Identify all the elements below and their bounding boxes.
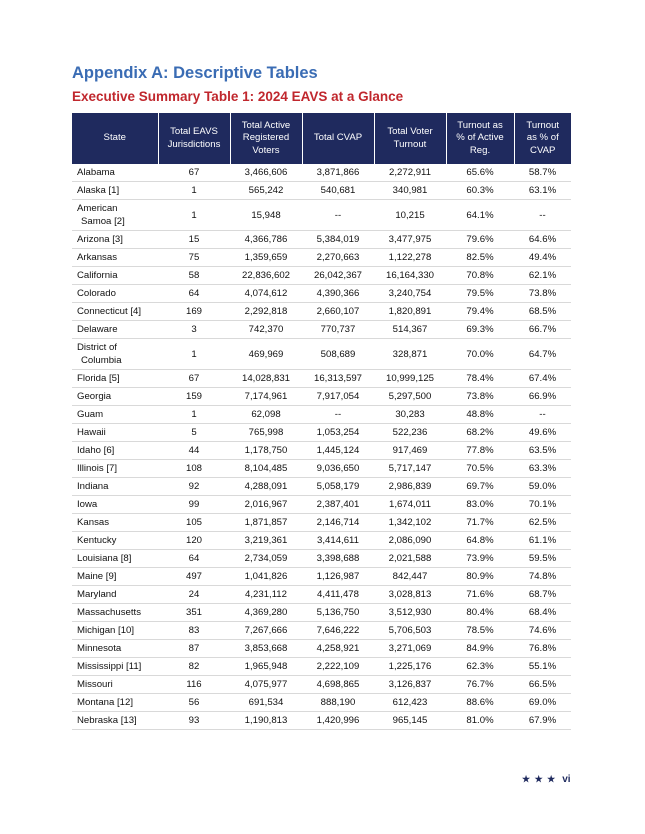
cell-active: 14,028,831 [230, 370, 302, 388]
cell-active: 4,231,112 [230, 586, 302, 604]
cell-jur: 56 [158, 694, 230, 712]
cell-state: Kentucky [72, 532, 158, 550]
cell-jur: 24 [158, 586, 230, 604]
table-row [72, 442, 571, 460]
cell-cvap: 2,270,663 [302, 249, 374, 267]
cell-state: Minnesota [72, 640, 158, 658]
cell-pct-active: 68.2% [446, 424, 514, 442]
cell-state: Florida [5] [72, 370, 158, 388]
cell-cvap: 16,313,597 [302, 370, 374, 388]
state-name-line2: Columbia [81, 355, 122, 366]
cell-turnout: 2,021,588 [374, 550, 446, 568]
cell-jur: 82 [158, 658, 230, 676]
cell-state: Delaware [72, 321, 158, 339]
eavs-summary-table [72, 113, 571, 730]
header-turnout: Total Voter Turnout [374, 113, 446, 164]
cell-turnout: 2,272,911 [374, 164, 446, 182]
cell-jur: 83 [158, 622, 230, 640]
cell-pct-cvap: 68.4% [514, 604, 571, 622]
table-row [72, 267, 571, 285]
cell-pct-cvap: 49.4% [514, 249, 571, 267]
cell-pct-cvap: 76.8% [514, 640, 571, 658]
table-row [72, 164, 571, 182]
cell-turnout: 917,469 [374, 442, 446, 460]
cell-turnout: 3,512,930 [374, 604, 446, 622]
cell-turnout: 3,126,837 [374, 676, 446, 694]
cell-pct-cvap: 66.9% [514, 388, 571, 406]
table-row [72, 321, 571, 339]
cell-active: 1,871,857 [230, 514, 302, 532]
cell-cvap: -- [302, 200, 374, 231]
cell-pct-active: 79.4% [446, 303, 514, 321]
cell-pct-cvap: 55.1% [514, 658, 571, 676]
appendix-title: Appendix A: Descriptive Tables [72, 64, 318, 82]
cell-active: 4,075,977 [230, 676, 302, 694]
cell-cvap: 2,146,714 [302, 514, 374, 532]
cell-pct-cvap: 68.7% [514, 586, 571, 604]
cell-pct-cvap: 67.9% [514, 712, 571, 730]
cell-turnout: 16,164,330 [374, 267, 446, 285]
cell-turnout: 5,706,503 [374, 622, 446, 640]
table-row [72, 406, 571, 424]
cell-pct-cvap: 63.3% [514, 460, 571, 478]
table-row [72, 514, 571, 532]
cell-active: 22,836,602 [230, 267, 302, 285]
cell-active: 3,466,606 [230, 164, 302, 182]
cell-state: Alabama [72, 164, 158, 182]
cell-turnout: 10,215 [374, 200, 446, 231]
cell-active: 565,242 [230, 182, 302, 200]
table-row [72, 231, 571, 249]
cell-turnout: 1,225,176 [374, 658, 446, 676]
table-row [72, 712, 571, 730]
cell-cvap: 5,136,750 [302, 604, 374, 622]
cell-cvap: 508,689 [302, 339, 374, 370]
table-row [72, 424, 571, 442]
table-row [72, 339, 571, 370]
cell-cvap: 3,398,688 [302, 550, 374, 568]
cell-jur: 44 [158, 442, 230, 460]
cell-jur: 87 [158, 640, 230, 658]
cell-turnout: 10,999,125 [374, 370, 446, 388]
cell-pct-cvap: 67.4% [514, 370, 571, 388]
cell-turnout: 612,423 [374, 694, 446, 712]
cell-cvap: 888,190 [302, 694, 374, 712]
cell-state: Arkansas [72, 249, 158, 267]
cell-state: Guam [72, 406, 158, 424]
cell-pct-active: 88.6% [446, 694, 514, 712]
cell-pct-cvap: -- [514, 200, 571, 231]
cell-cvap: 7,917,054 [302, 388, 374, 406]
table-row [72, 285, 571, 303]
table-row [72, 388, 571, 406]
cell-cvap: 3,871,866 [302, 164, 374, 182]
cell-cvap: 2,660,107 [302, 303, 374, 321]
cell-pct-active: 71.6% [446, 586, 514, 604]
cell-active: 1,190,813 [230, 712, 302, 730]
cell-pct-active: 84.9% [446, 640, 514, 658]
cell-cvap: 3,414,611 [302, 532, 374, 550]
table-row [72, 460, 571, 478]
cell-pct-cvap: 62.1% [514, 267, 571, 285]
cell-pct-cvap: 66.7% [514, 321, 571, 339]
cell-pct-active: 60.3% [446, 182, 514, 200]
cell-jur: 108 [158, 460, 230, 478]
table-row [72, 622, 571, 640]
table-row [72, 496, 571, 514]
table-row [72, 694, 571, 712]
cell-active: 2,734,059 [230, 550, 302, 568]
table-row [72, 303, 571, 321]
cell-state: Connecticut [4] [72, 303, 158, 321]
cell-pct-active: 64.1% [446, 200, 514, 231]
cell-cvap: 1,126,987 [302, 568, 374, 586]
cell-cvap: 7,646,222 [302, 622, 374, 640]
table-row [72, 550, 571, 568]
cell-state: Georgia [72, 388, 158, 406]
cell-turnout: 1,820,891 [374, 303, 446, 321]
cell-state: Colorado [72, 285, 158, 303]
cell-active: 1,041,826 [230, 568, 302, 586]
cell-cvap: 1,420,996 [302, 712, 374, 730]
cell-state: Maine [9] [72, 568, 158, 586]
cell-jur: 64 [158, 285, 230, 303]
cell-active: 469,969 [230, 339, 302, 370]
page-footer [522, 774, 571, 785]
cell-active: 742,370 [230, 321, 302, 339]
cell-jur: 67 [158, 164, 230, 182]
cell-jur: 15 [158, 231, 230, 249]
cell-jur: 1 [158, 182, 230, 200]
cell-pct-active: 82.5% [446, 249, 514, 267]
state-name-line1: American [77, 203, 118, 214]
table-row [72, 676, 571, 694]
page-number: vi [562, 774, 571, 785]
cell-active: 4,366,786 [230, 231, 302, 249]
cell-pct-active: 79.6% [446, 231, 514, 249]
cell-pct-cvap: 63.1% [514, 182, 571, 200]
table-title: Executive Summary Table 1: 2024 EAVS at a Glance [72, 89, 404, 104]
cell-turnout: 2,986,839 [374, 478, 446, 496]
header-pct-cvap: Turnout as % of CVAP [514, 113, 571, 164]
cell-active: 1,178,750 [230, 442, 302, 460]
cell-turnout: 5,717,147 [374, 460, 446, 478]
cell-pct-active: 76.7% [446, 676, 514, 694]
cell-jur: 116 [158, 676, 230, 694]
cell-pct-active: 71.7% [446, 514, 514, 532]
header-cvap: Total CVAP [302, 113, 374, 164]
cell-pct-cvap: 62.5% [514, 514, 571, 532]
cell-pct-cvap: 63.5% [514, 442, 571, 460]
cell-state: Kansas [72, 514, 158, 532]
cell-state: Hawaii [72, 424, 158, 442]
cell-turnout: 30,283 [374, 406, 446, 424]
cell-pct-cvap: -- [514, 406, 571, 424]
cell-turnout: 3,028,813 [374, 586, 446, 604]
table-row [72, 182, 571, 200]
cell-pct-active: 83.0% [446, 496, 514, 514]
table-row [72, 568, 571, 586]
table-row [72, 532, 571, 550]
cell-pct-active: 77.8% [446, 442, 514, 460]
cell-cvap: 540,681 [302, 182, 374, 200]
cell-jur: 58 [158, 267, 230, 285]
cell-cvap: -- [302, 406, 374, 424]
cell-active: 2,292,818 [230, 303, 302, 321]
cell-cvap: 26,042,367 [302, 267, 374, 285]
cell-state: Idaho [6] [72, 442, 158, 460]
cell-state [72, 200, 158, 231]
cell-pct-active: 69.3% [446, 321, 514, 339]
cell-cvap: 5,384,019 [302, 231, 374, 249]
table-header-row [72, 113, 571, 164]
cell-jur: 93 [158, 712, 230, 730]
header-jurisdictions: Total EAVS Jurisdictions [158, 113, 230, 164]
cell-pct-active: 62.3% [446, 658, 514, 676]
cell-active: 691,534 [230, 694, 302, 712]
cell-pct-active: 73.8% [446, 388, 514, 406]
table-row [72, 658, 571, 676]
cell-turnout: 3,477,975 [374, 231, 446, 249]
cell-state: Louisiana [8] [72, 550, 158, 568]
state-name-line2: Samoa [2] [81, 216, 125, 227]
cell-jur: 92 [158, 478, 230, 496]
cell-jur: 159 [158, 388, 230, 406]
cell-active: 3,853,668 [230, 640, 302, 658]
cell-pct-active: 80.4% [446, 604, 514, 622]
cell-state: Montana [12] [72, 694, 158, 712]
cell-pct-cvap: 68.5% [514, 303, 571, 321]
cell-cvap: 4,698,865 [302, 676, 374, 694]
cell-pct-cvap: 73.8% [514, 285, 571, 303]
cell-jur: 67 [158, 370, 230, 388]
cell-pct-active: 70.8% [446, 267, 514, 285]
cell-turnout: 340,981 [374, 182, 446, 200]
cell-cvap: 770,737 [302, 321, 374, 339]
cell-state: Indiana [72, 478, 158, 496]
cell-active: 15,948 [230, 200, 302, 231]
cell-pct-cvap: 58.7% [514, 164, 571, 182]
cell-jur: 99 [158, 496, 230, 514]
cell-state: Michigan [10] [72, 622, 158, 640]
cell-cvap: 2,222,109 [302, 658, 374, 676]
cell-state: Nebraska [13] [72, 712, 158, 730]
table-row [72, 478, 571, 496]
cell-pct-cvap: 59.0% [514, 478, 571, 496]
cell-active: 7,174,961 [230, 388, 302, 406]
cell-state: Arizona [3] [72, 231, 158, 249]
cell-pct-cvap: 49.6% [514, 424, 571, 442]
stars-icon: ★ ★ ★ [522, 774, 557, 784]
cell-state: Mississippi [11] [72, 658, 158, 676]
table-row [72, 370, 571, 388]
cell-jur: 169 [158, 303, 230, 321]
cell-active: 7,267,666 [230, 622, 302, 640]
table-body [72, 164, 571, 730]
cell-state: Missouri [72, 676, 158, 694]
header-active-registered: Total Active Registered Voters [230, 113, 302, 164]
cell-state: Iowa [72, 496, 158, 514]
table-row [72, 249, 571, 267]
cell-pct-cvap: 59.5% [514, 550, 571, 568]
cell-jur: 351 [158, 604, 230, 622]
cell-pct-active: 78.4% [446, 370, 514, 388]
cell-pct-active: 70.0% [446, 339, 514, 370]
cell-turnout: 2,086,090 [374, 532, 446, 550]
cell-pct-active: 70.5% [446, 460, 514, 478]
cell-cvap: 5,058,179 [302, 478, 374, 496]
table-row [72, 586, 571, 604]
cell-active: 4,288,091 [230, 478, 302, 496]
cell-turnout: 3,240,754 [374, 285, 446, 303]
cell-active: 1,359,659 [230, 249, 302, 267]
cell-pct-cvap: 64.7% [514, 339, 571, 370]
cell-state: Alaska [1] [72, 182, 158, 200]
cell-pct-active: 65.6% [446, 164, 514, 182]
cell-turnout: 965,145 [374, 712, 446, 730]
header-state: State [72, 113, 158, 164]
cell-cvap: 4,390,366 [302, 285, 374, 303]
cell-cvap: 2,387,401 [302, 496, 374, 514]
cell-pct-active: 80.9% [446, 568, 514, 586]
cell-state: California [72, 267, 158, 285]
cell-active: 8,104,485 [230, 460, 302, 478]
cell-jur: 1 [158, 200, 230, 231]
cell-turnout: 1,342,102 [374, 514, 446, 532]
cell-pct-cvap: 74.6% [514, 622, 571, 640]
cell-jur: 120 [158, 532, 230, 550]
table-row [72, 640, 571, 658]
cell-pct-cvap: 70.1% [514, 496, 571, 514]
cell-state: Maryland [72, 586, 158, 604]
cell-cvap: 1,445,124 [302, 442, 374, 460]
cell-cvap: 9,036,650 [302, 460, 374, 478]
cell-turnout: 842,447 [374, 568, 446, 586]
cell-pct-active: 64.8% [446, 532, 514, 550]
cell-active: 2,016,967 [230, 496, 302, 514]
header-pct-active: Turnout as % of Active Reg. [446, 113, 514, 164]
cell-pct-cvap: 74.8% [514, 568, 571, 586]
cell-pct-active: 81.0% [446, 712, 514, 730]
cell-active: 3,219,361 [230, 532, 302, 550]
cell-turnout: 3,271,069 [374, 640, 446, 658]
cell-jur: 1 [158, 339, 230, 370]
cell-turnout: 1,674,011 [374, 496, 446, 514]
cell-pct-active: 73.9% [446, 550, 514, 568]
cell-turnout: 514,367 [374, 321, 446, 339]
cell-active: 765,998 [230, 424, 302, 442]
cell-pct-active: 48.8% [446, 406, 514, 424]
cell-state: Illinois [7] [72, 460, 158, 478]
cell-pct-cvap: 66.5% [514, 676, 571, 694]
cell-state [72, 339, 158, 370]
cell-pct-active: 69.7% [446, 478, 514, 496]
cell-jur: 5 [158, 424, 230, 442]
cell-pct-cvap: 69.0% [514, 694, 571, 712]
cell-active: 4,074,612 [230, 285, 302, 303]
cell-jur: 75 [158, 249, 230, 267]
cell-jur: 3 [158, 321, 230, 339]
cell-jur: 1 [158, 406, 230, 424]
cell-jur: 105 [158, 514, 230, 532]
cell-pct-cvap: 61.1% [514, 532, 571, 550]
cell-cvap: 4,258,921 [302, 640, 374, 658]
cell-state: Massachusetts [72, 604, 158, 622]
cell-jur: 64 [158, 550, 230, 568]
cell-turnout: 5,297,500 [374, 388, 446, 406]
cell-active: 4,369,280 [230, 604, 302, 622]
cell-pct-active: 79.5% [446, 285, 514, 303]
cell-cvap: 4,411,478 [302, 586, 374, 604]
cell-jur: 497 [158, 568, 230, 586]
cell-turnout: 328,871 [374, 339, 446, 370]
cell-pct-cvap: 64.6% [514, 231, 571, 249]
state-name-line1: District of [77, 342, 117, 353]
cell-active: 1,965,948 [230, 658, 302, 676]
cell-active: 62,098 [230, 406, 302, 424]
cell-cvap: 1,053,254 [302, 424, 374, 442]
cell-turnout: 1,122,278 [374, 249, 446, 267]
table-row [72, 604, 571, 622]
cell-turnout: 522,236 [374, 424, 446, 442]
cell-pct-active: 78.5% [446, 622, 514, 640]
table-row [72, 200, 571, 231]
